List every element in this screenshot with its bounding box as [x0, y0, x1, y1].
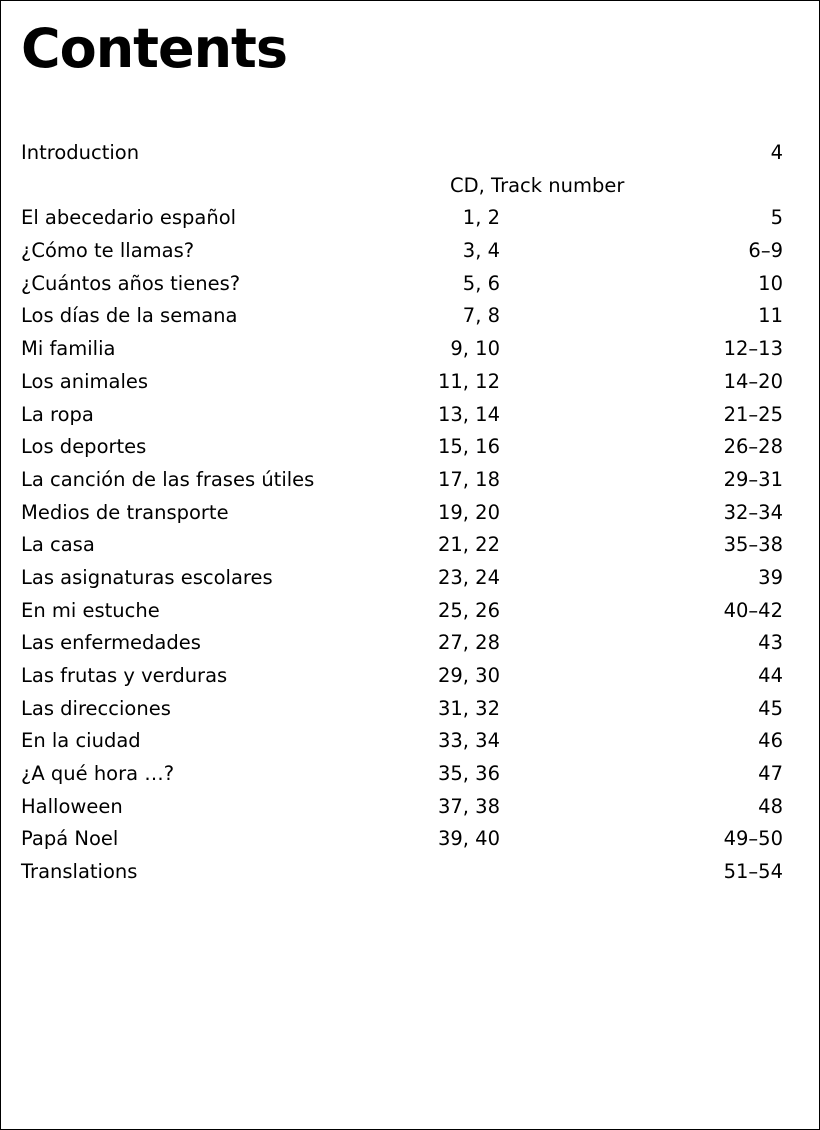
toc-entry-label: Las enfermedades — [21, 631, 201, 655]
toc-track-number: 19, 20 — [437, 500, 500, 524]
toc-page-number: 11 — [758, 304, 783, 328]
toc-right-column — [500, 823, 783, 856]
toc-row[interactable] — [21, 758, 783, 791]
toc-row[interactable] — [21, 431, 783, 464]
toc-page-number: 51–54 — [723, 860, 783, 884]
toc-page-number: 10 — [758, 271, 783, 295]
toc-track-number: 35, 36 — [437, 762, 500, 786]
toc-page-number: 5 — [770, 206, 783, 230]
toc-entry-label: Las frutas y verduras — [21, 664, 228, 687]
toc-track-number: 31, 32 — [437, 696, 500, 720]
toc-left-column — [21, 823, 500, 856]
toc-right-column — [500, 497, 783, 530]
toc-left-column — [21, 366, 500, 399]
toc-entry-label: En la ciudad — [21, 729, 141, 753]
toc-page-number: 21–25 — [723, 402, 783, 426]
toc-row[interactable] — [21, 791, 783, 824]
toc-track-number: 5, 6 — [462, 271, 500, 295]
toc-row[interactable] — [21, 725, 783, 758]
toc-left-column — [21, 595, 500, 628]
toc-entry-label: Introduction — [21, 141, 140, 164]
toc-track-number: 13, 14 — [437, 402, 500, 426]
toc-entry-label: Papá Noel — [21, 827, 119, 851]
toc-track-number: 11, 12 — [437, 369, 500, 393]
track-column-header — [21, 170, 783, 203]
toc-right-column — [500, 660, 783, 693]
toc-entry-label: Translations — [21, 860, 138, 884]
toc-row[interactable] — [21, 268, 783, 301]
toc-page-number: 12–13 — [723, 337, 783, 361]
toc-row[interactable] — [21, 399, 783, 432]
toc-right-column — [500, 791, 783, 824]
toc-row[interactable] — [21, 627, 783, 660]
toc-page-number: 45 — [758, 696, 783, 720]
toc-entry-label: Los animales — [21, 369, 149, 393]
toc-track-number: 29, 30 — [437, 664, 500, 687]
toc-row[interactable] — [21, 333, 783, 366]
toc-page-number: 29–31 — [723, 467, 783, 491]
toc-track-number: 37, 38 — [437, 794, 500, 818]
toc-right-column — [500, 595, 783, 628]
toc-page-number: 6–9 — [748, 239, 783, 263]
toc-row[interactable] — [21, 660, 783, 693]
toc-entry-label: Halloween — [21, 794, 123, 818]
page-title: Contents — [21, 17, 288, 80]
toc-page-number: 44 — [758, 664, 783, 687]
toc-right-column — [500, 366, 783, 399]
toc-right-column — [500, 529, 783, 562]
toc-right-column — [500, 333, 783, 366]
toc-left-column — [21, 235, 500, 268]
toc-entry-label: Mi familia — [21, 337, 116, 361]
toc-row[interactable] — [21, 529, 783, 562]
toc-left-column — [21, 431, 500, 464]
table-of-contents — [21, 137, 783, 889]
toc-right-column — [500, 725, 783, 758]
toc-row[interactable] — [21, 235, 783, 268]
toc-row[interactable] — [21, 562, 783, 595]
toc-right-column — [500, 300, 783, 333]
toc-left-column — [21, 202, 500, 235]
toc-row[interactable] — [21, 823, 783, 856]
toc-entry-label: La ropa — [21, 402, 94, 426]
toc-right-column — [500, 464, 783, 497]
toc-entry-label: En mi estuche — [21, 598, 160, 622]
toc-right-column — [500, 627, 783, 660]
toc-entry-label: Los deportes — [21, 435, 147, 459]
toc-entry-label: La canción de las frases útiles — [21, 467, 315, 491]
toc-track-number: 39, 40 — [437, 827, 500, 851]
toc-row[interactable] — [21, 300, 783, 333]
toc-page-number: 39 — [758, 565, 783, 589]
toc-track-number: 3, 4 — [462, 239, 500, 263]
toc-row-translations[interactable] — [21, 856, 783, 889]
toc-left-column — [21, 399, 500, 432]
toc-left-column — [21, 268, 500, 301]
toc-entry-label: ¿Cuántos años tienes? — [21, 271, 241, 295]
toc-track-number: 7, 8 — [462, 304, 500, 328]
toc-left-column — [21, 725, 500, 758]
toc-track-number: 17, 18 — [437, 467, 500, 491]
toc-page-number: 40–42 — [723, 598, 783, 622]
toc-right-column — [500, 431, 783, 464]
toc-track-number: 23, 24 — [437, 565, 500, 589]
toc-page-number: 32–34 — [723, 500, 783, 524]
toc-entry-label: ¿Cómo te llamas? — [21, 239, 195, 263]
toc-entry-label: ¿A qué hora …? — [21, 762, 175, 786]
toc-left-column — [21, 791, 500, 824]
toc-left-column — [21, 693, 500, 726]
toc-left-column — [21, 333, 500, 366]
toc-page-number: 47 — [758, 762, 783, 786]
toc-row[interactable] — [21, 693, 783, 726]
toc-track-number: 1, 2 — [462, 206, 500, 230]
toc-row-introduction[interactable] — [21, 137, 783, 170]
toc-right-column — [500, 693, 783, 726]
toc-right-column — [500, 399, 783, 432]
toc-entry-label: El abecedario español — [21, 206, 237, 230]
toc-page-number: 35–38 — [723, 533, 783, 557]
toc-right-column — [500, 562, 783, 595]
toc-left-column — [21, 497, 500, 530]
toc-left-column — [21, 464, 500, 497]
toc-entry-label: Medios de transporte — [21, 500, 229, 524]
toc-page-number: 46 — [758, 729, 783, 753]
toc-page-number: 48 — [758, 794, 783, 818]
toc-left-column — [21, 627, 500, 660]
toc-left-column — [21, 529, 500, 562]
toc-entry-label: Las direcciones — [21, 696, 171, 720]
toc-entries — [21, 202, 783, 856]
toc-row[interactable] — [21, 464, 783, 497]
toc-left-column — [21, 660, 500, 693]
toc-page-number: 26–28 — [723, 435, 783, 459]
track-column-header-label: CD, Track number — [450, 173, 625, 197]
toc-left-column — [21, 758, 500, 791]
toc-entry-label: Las asignaturas escolares — [21, 565, 273, 589]
toc-track-number: 33, 34 — [437, 729, 500, 753]
toc-row[interactable] — [21, 497, 783, 530]
toc-right-column — [500, 268, 783, 301]
toc-page-number: 14–20 — [723, 369, 783, 393]
toc-right-column — [500, 758, 783, 791]
toc-row[interactable] — [21, 202, 783, 235]
toc-page-number: 43 — [758, 631, 783, 655]
toc-track-number: 27, 28 — [437, 631, 500, 655]
toc-right-column — [500, 202, 783, 235]
toc-row[interactable] — [21, 595, 783, 628]
toc-track-number: 25, 26 — [437, 598, 500, 622]
toc-row[interactable] — [21, 366, 783, 399]
toc-left-column — [21, 562, 500, 595]
toc-track-number: 9, 10 — [450, 337, 500, 361]
toc-entry-label: La casa — [21, 533, 95, 557]
toc-right-column — [500, 235, 783, 268]
toc-track-number: 15, 16 — [437, 435, 500, 459]
toc-left-column — [21, 300, 500, 333]
toc-page-number: 49–50 — [723, 827, 783, 851]
toc-entry-label: Los días de la semana — [21, 304, 238, 328]
toc-track-number: 21, 22 — [437, 533, 500, 557]
toc-page-number: 4 — [770, 141, 783, 164]
